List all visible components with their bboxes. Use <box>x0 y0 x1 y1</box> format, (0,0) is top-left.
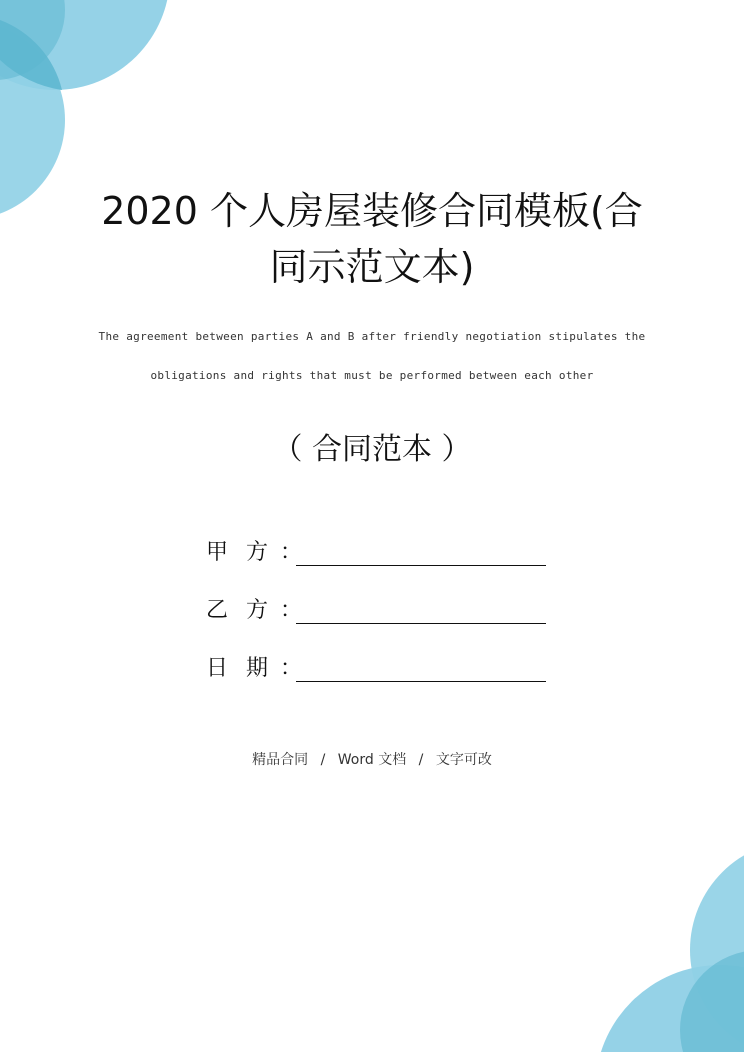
document-title-line-1: 2020 个人房屋装修合同模板(合 <box>101 189 643 233</box>
party-b-label-char1: 乙 <box>206 598 229 623</box>
party-b-blank-line[interactable] <box>296 601 546 624</box>
party-a-field <box>206 535 546 566</box>
document-title-line-2: 同示范文本) <box>269 245 475 289</box>
date-colon: ： <box>280 656 303 681</box>
party-a-colon: ： <box>280 540 303 565</box>
english-subtitle-line-2: obligations and rights that must be performed between each other <box>150 369 594 382</box>
footer-separator-2: / <box>418 752 424 768</box>
date-field <box>206 651 546 682</box>
footer-part-2: Word 文档 <box>337 752 407 768</box>
party-a-label-char1: 甲 <box>206 540 229 565</box>
party-b-label-char2: 方 <box>246 598 269 623</box>
english-subtitle-line-1: The agreement between parties A and B after friendly negotiation stipulates the <box>98 330 646 343</box>
party-b-colon: ： <box>280 598 303 623</box>
footer-part-1: 精品合同 <box>252 752 309 768</box>
party-b-field <box>206 593 546 624</box>
date-blank-line[interactable] <box>296 659 546 682</box>
party-a-blank-line[interactable] <box>296 543 546 566</box>
footer-note <box>0 749 744 769</box>
party-a-label-char2: 方 <box>246 540 269 565</box>
footer-separator-1: / <box>320 752 326 768</box>
footer-part-3: 文字可改 <box>435 752 492 768</box>
date-label-char2: 期 <box>246 656 269 681</box>
contract-template-label: （ 合同范本 ） <box>272 432 472 467</box>
date-label-char1: 日 <box>206 656 229 681</box>
